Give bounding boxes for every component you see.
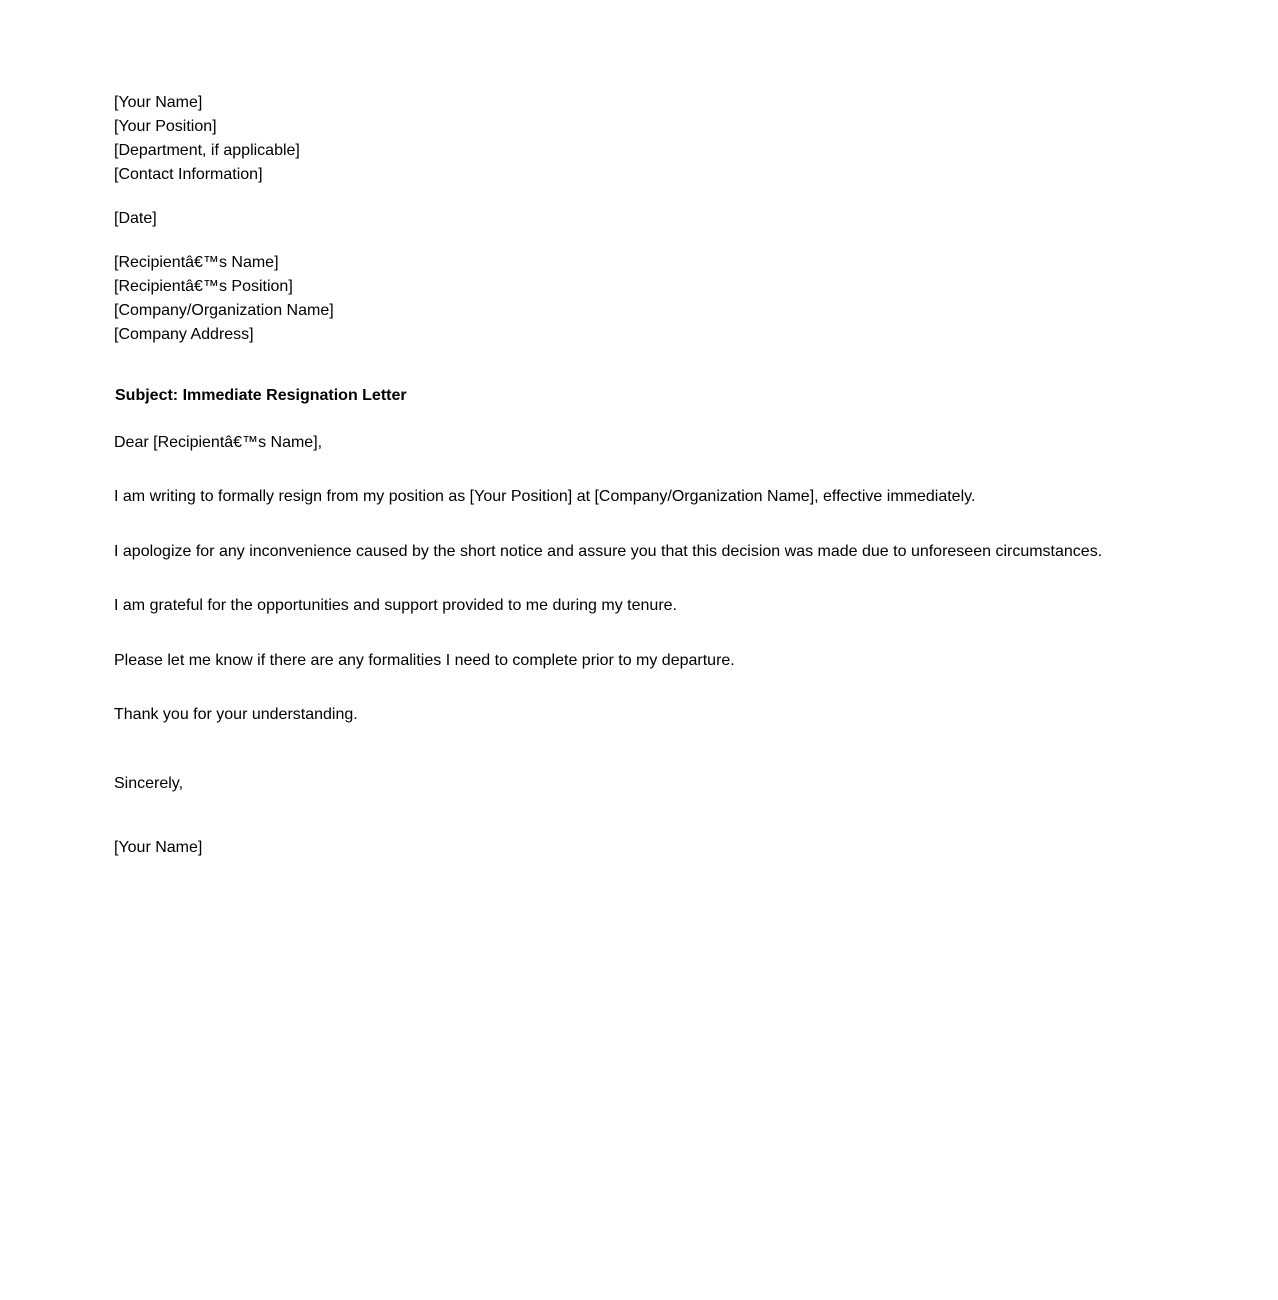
recipient-company: [Company/Organization Name] — [114, 302, 334, 319]
body-paragraph: I am writing to formally resign from my position as [Your Position] at [Company/Organization Name], effective immediately. — [114, 488, 976, 505]
sender-position: [Your Position] — [114, 118, 217, 135]
body-paragraph: I apologize for any inconvenience caused by the short notice and assure you that this decision was made due to unforeseen circumstances. — [114, 543, 1103, 560]
sender-name: [Your Name] — [114, 94, 203, 111]
body-paragraph: Please let me know if there are any formalities I need to complete prior to my departure. — [114, 652, 735, 669]
recipient-address: [Company Address] — [114, 326, 254, 343]
signature: [Your Name] — [114, 839, 203, 856]
sender-contact: [Contact Information] — [114, 166, 263, 183]
closing: Sincerely, — [114, 775, 184, 792]
body-paragraph: I am grateful for the opportunities and support provided to me during my tenure. — [114, 597, 677, 614]
recipient-name: [Recipientâ€™s Name] — [114, 254, 279, 271]
body-paragraph: Thank you for your understanding. — [114, 706, 358, 723]
letter-date: [Date] — [114, 210, 157, 227]
recipient-position: [Recipientâ€™s Position] — [114, 278, 293, 295]
salutation: Dear [Recipientâ€™s Name], — [114, 434, 323, 451]
sender-department: [Department, if applicable] — [114, 142, 300, 159]
subject-line: Subject: Immediate Resignation Letter — [115, 387, 407, 404]
